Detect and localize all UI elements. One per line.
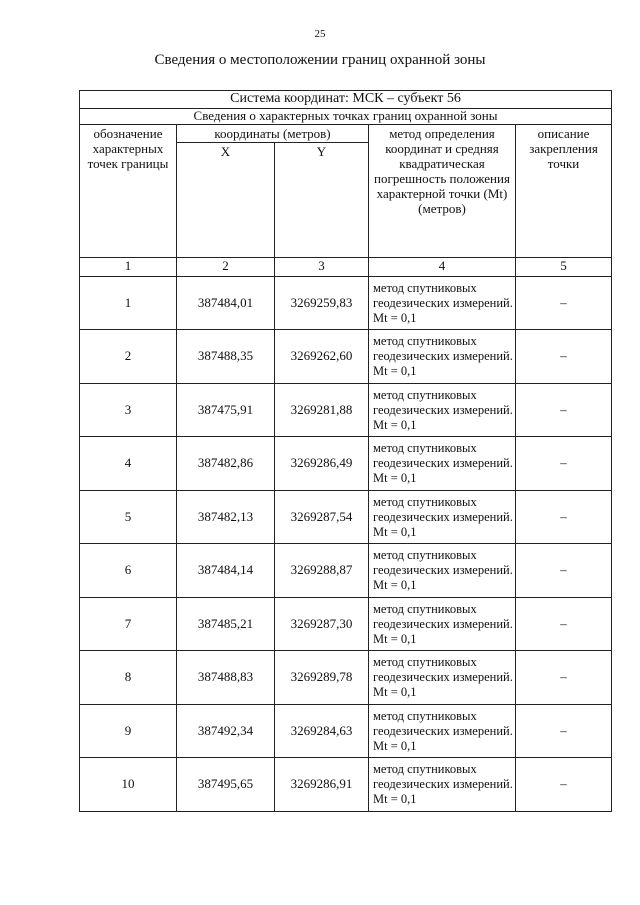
header-x: X <box>177 142 275 257</box>
point-cell: 1 <box>80 276 177 330</box>
description-cell: – <box>516 544 612 598</box>
y-coordinate-cell: 3269287,54 <box>275 490 369 544</box>
table-row <box>80 437 612 491</box>
method-cell: метод спутниковых геодезических измерений. Mt = 0,1 <box>369 383 516 437</box>
y-coordinate-cell: 3269289,78 <box>275 651 369 705</box>
column-number: 5 <box>516 257 612 276</box>
table-row <box>80 330 612 384</box>
description-cell: – <box>516 597 612 651</box>
header-y: Y <box>275 142 369 257</box>
point-cell: 3 <box>80 383 177 437</box>
table-row <box>80 544 612 598</box>
y-coordinate-cell: 3269287,30 <box>275 597 369 651</box>
x-coordinate-cell: 387488,83 <box>177 651 275 705</box>
x-coordinate-cell: 387482,13 <box>177 490 275 544</box>
header-description: описание закрепления точки <box>516 125 612 258</box>
y-coordinate-cell: 3269286,91 <box>275 758 369 812</box>
y-coordinate-cell: 3269288,87 <box>275 544 369 598</box>
point-cell: 6 <box>80 544 177 598</box>
y-coordinate-cell: 3269262,60 <box>275 330 369 384</box>
x-coordinate-cell: 387484,01 <box>177 276 275 330</box>
x-coordinate-cell: 387475,91 <box>177 383 275 437</box>
method-cell: метод спутниковых геодезических измерений. Mt = 0,1 <box>369 330 516 384</box>
description-cell: – <box>516 490 612 544</box>
point-cell: 10 <box>80 758 177 812</box>
point-cell: 8 <box>80 651 177 705</box>
method-cell: метод спутниковых геодезических измерений. Mt = 0,1 <box>369 490 516 544</box>
description-cell: – <box>516 704 612 758</box>
x-coordinate-cell: 387482,86 <box>177 437 275 491</box>
column-number: 1 <box>80 257 177 276</box>
header-coordinates: координаты (метров) <box>177 125 369 143</box>
description-cell: – <box>516 276 612 330</box>
table-row <box>80 276 612 330</box>
y-coordinate-cell: 3269284,63 <box>275 704 369 758</box>
table-subtitle: Сведения о характерных точках границ охранной зоны <box>80 109 612 125</box>
method-cell: метод спутниковых геодезических измерений. Mt = 0,1 <box>369 437 516 491</box>
point-cell: 5 <box>80 490 177 544</box>
table-row <box>80 704 612 758</box>
point-cell: 4 <box>80 437 177 491</box>
x-coordinate-cell: 387485,21 <box>177 597 275 651</box>
table-row <box>80 651 612 705</box>
column-number: 2 <box>177 257 275 276</box>
point-cell: 9 <box>80 704 177 758</box>
description-cell: – <box>516 383 612 437</box>
method-cell: метод спутниковых геодезических измерений. Mt = 0,1 <box>369 704 516 758</box>
boundary-points-table <box>79 90 612 812</box>
description-cell: – <box>516 330 612 384</box>
description-cell: – <box>516 651 612 705</box>
header-method: метод определения координат и средняя квадратическая погрешность положения характерной точки (Mt) (метров) <box>369 125 516 258</box>
x-coordinate-cell: 387492,34 <box>177 704 275 758</box>
column-number: 4 <box>369 257 516 276</box>
point-cell: 7 <box>80 597 177 651</box>
table-row <box>80 597 612 651</box>
method-cell: метод спутниковых геодезических измерений. Mt = 0,1 <box>369 651 516 705</box>
x-coordinate-cell: 387488,35 <box>177 330 275 384</box>
method-cell: метод спутниковых геодезических измерений. Mt = 0,1 <box>369 544 516 598</box>
y-coordinate-cell: 3269259,83 <box>275 276 369 330</box>
table-row <box>80 383 612 437</box>
table-row <box>80 758 612 812</box>
column-number: 3 <box>275 257 369 276</box>
description-cell: – <box>516 758 612 812</box>
header-point-designation: обозначение характерных точек границы <box>80 125 177 258</box>
point-cell: 2 <box>80 330 177 384</box>
x-coordinate-cell: 387495,65 <box>177 758 275 812</box>
description-cell: – <box>516 437 612 491</box>
page-number: 25 <box>314 28 326 40</box>
document-title: Сведения о местоположении границ охранной зоны <box>154 52 486 68</box>
column-number-row <box>80 257 612 276</box>
method-cell: метод спутниковых геодезических измерений. Mt = 0,1 <box>369 597 516 651</box>
table-row <box>80 490 612 544</box>
coordinate-system-caption: Система координат: МСК – субъект 56 <box>80 91 612 109</box>
y-coordinate-cell: 3269286,49 <box>275 437 369 491</box>
method-cell: метод спутниковых геодезических измерений. Mt = 0,1 <box>369 276 516 330</box>
method-cell: метод спутниковых геодезических измерений. Mt = 0,1 <box>369 758 516 812</box>
x-coordinate-cell: 387484,14 <box>177 544 275 598</box>
y-coordinate-cell: 3269281,88 <box>275 383 369 437</box>
